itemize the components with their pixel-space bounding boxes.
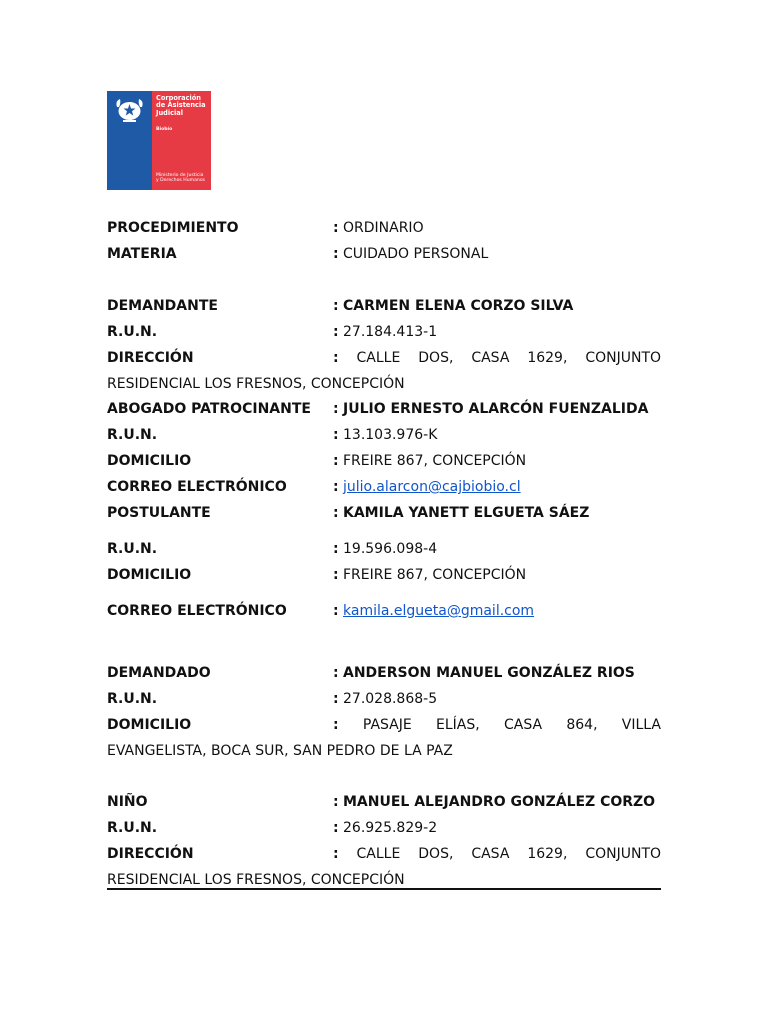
field-colon: : [333,505,339,521]
section-divider [107,888,661,890]
address-word: CASA [471,846,510,862]
address-word: CALLE [356,350,401,366]
field-label: R.U.N. [107,820,158,836]
field-colon: : [333,567,339,583]
address-word: CALLE [356,846,401,862]
field-label: CORREO ELECTRÓNICO [107,479,287,495]
address-word: 1629, [527,350,568,366]
field-label: R.U.N. [107,691,158,707]
field-label: CORREO ELECTRÓNICO [107,603,287,619]
field-value: ORDINARIO [343,220,424,236]
field-value: MANUEL ALEJANDRO GONZÁLEZ CORZO [343,794,656,810]
logo-title-line-2: de Asistencia [156,101,206,110]
field-value: JULIO ERNESTO ALARCÓN FUENZALIDA [343,401,649,417]
logo-ministry-line-2: y Derechos Humanos [156,178,206,184]
field-label: R.U.N. [107,541,158,557]
address-word: CASA [503,717,543,733]
logo-red-panel [152,91,211,190]
field-colon: : [333,350,339,366]
field-label: DIRECCIÓN [107,350,194,366]
field-value: 26.925.829-2 [343,820,438,836]
field-value: FREIRE 867, CONCEPCIÓN [343,567,527,583]
field-label: DOMICILIO [107,567,192,583]
field-colon: : [333,324,339,340]
address-continuation: RESIDENCIAL LOS FRESNOS, CONCEPCIÓN [107,872,405,888]
field-colon: : [333,220,339,236]
abogado-email-link[interactable]: julio.alarcon@cajbiobio.cl [343,479,521,495]
field-colon: : [333,298,339,314]
logo-region: Biobío [156,127,173,132]
address-first-line [333,349,661,367]
field-value: 27.028.868-5 [343,691,438,707]
address-word: VILLA [621,717,662,733]
field-label: DOMICILIO [107,453,192,469]
logo-ministry [156,173,205,183]
field-colon: : [333,717,339,733]
field-value: 27.184.413-1 [343,324,438,340]
field-value: 13.103.976-K [343,427,438,443]
address-word: DOS, [418,846,454,862]
address-word: ELÍAS, [436,717,480,733]
address-word: CONJUNTO [585,846,662,862]
field-colon: : [333,691,339,707]
field-colon: : [333,427,339,443]
field-label: R.U.N. [107,324,158,340]
address-word: 864, [566,717,598,733]
field-label: ABOGADO PATROCINANTE [107,401,311,417]
field-colon: : [333,665,339,681]
address-word: 1629, [527,846,568,862]
field-label: PROCEDIMIENTO [107,220,239,236]
address-word: CASA [471,350,510,366]
field-label: DEMANDADO [107,665,211,681]
address-first-line [333,716,661,734]
field-colon: : [333,246,339,262]
field-value: KAMILA YANETT ELGUETA SÁEZ [343,505,590,521]
logo-title-line-3: Judicial [156,108,184,117]
field-colon: : [333,794,339,810]
field-label: DIRECCIÓN [107,846,194,862]
address-word: DOS, [418,350,454,366]
field-label: NIÑO [107,794,148,810]
logo-blue-panel [107,91,152,190]
field-colon: : [333,479,339,495]
coat-of-arms-icon [111,95,148,125]
field-value: CUIDADO PERSONAL [343,246,489,262]
logo-title-line-1: Corporación [156,94,201,102]
address-continuation: EVANGELISTA, BOCA SUR, SAN PEDRO DE LA PAZ [107,743,453,759]
field-colon: : [333,820,339,836]
field-value: FREIRE 867, CONCEPCIÓN [343,453,527,469]
field-label: R.U.N. [107,427,158,443]
postulante-email-link[interactable]: kamila.elgueta@gmail.com [343,603,535,619]
field-label: POSTULANTE [107,505,211,521]
field-value: ANDERSON MANUEL GONZÁLEZ RIOS [343,665,635,681]
address-word: PASAJE [362,717,412,733]
field-label: DOMICILIO [107,717,192,733]
field-colon: : [333,541,339,557]
field-value: CARMEN ELENA CORZO SILVA [343,298,574,314]
address-first-line [333,845,661,863]
address-word: CONJUNTO [585,350,662,366]
address-continuation: RESIDENCIAL LOS FRESNOS, CONCEPCIÓN [107,376,405,392]
field-label: DEMANDANTE [107,298,218,314]
field-label: MATERIA [107,246,177,262]
field-colon: : [333,401,339,417]
field-colon: : [333,603,339,619]
field-value: 19.596.098-4 [343,541,438,557]
logo-title [156,95,206,117]
logo-ministry-line-1: Ministerio de Justicia [156,173,204,178]
field-colon: : [333,453,339,469]
field-colon: : [333,846,339,862]
corporacion-logo [107,91,211,190]
